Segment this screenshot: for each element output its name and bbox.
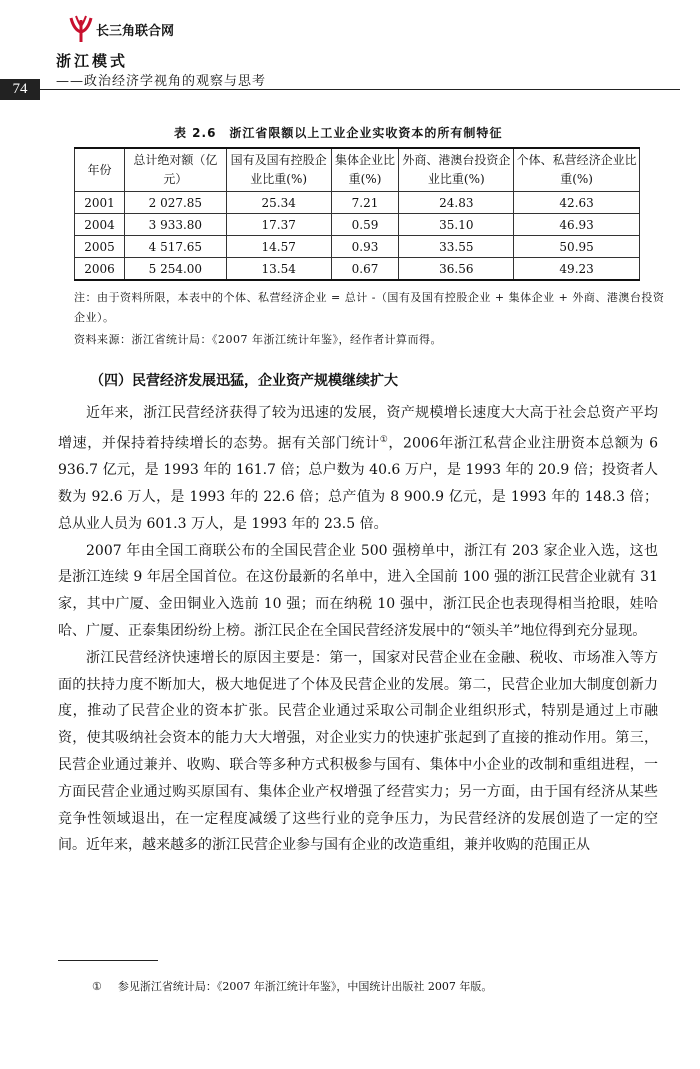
table-cell: 4 517.65 bbox=[124, 236, 226, 258]
table-row bbox=[75, 214, 640, 236]
col-header: 个体、私营经济企业比重(%) bbox=[514, 148, 640, 192]
table-cell: 46.93 bbox=[514, 214, 640, 236]
footnote-rule bbox=[58, 960, 158, 961]
ownership-table bbox=[74, 147, 640, 281]
table-cell: 49.23 bbox=[514, 258, 640, 281]
table-cell: 0.93 bbox=[331, 236, 399, 258]
table-cell: 2005 bbox=[75, 236, 125, 258]
table-cell: 0.67 bbox=[331, 258, 399, 281]
table-cell: 2004 bbox=[75, 214, 125, 236]
table-cell: 2001 bbox=[75, 192, 125, 214]
series-title: 浙江模式 bbox=[56, 52, 129, 70]
table-caption: 表 2.6 浙江省限额以上工业企业实收资本的所有制特征 bbox=[174, 126, 503, 140]
table-cell: 36.56 bbox=[399, 258, 514, 281]
table-cell: 3 933.80 bbox=[124, 214, 226, 236]
col-header: 总计绝对额（亿元） bbox=[124, 148, 226, 192]
table-cell: 35.10 bbox=[399, 214, 514, 236]
table-note: 注：由于资料所限，本表中的个体、私营经济企业 = 总计 -（国有及国有控股企业 + 集体企业 + 外商、港澳台投资企业）。 bbox=[74, 291, 665, 324]
col-header: 外商、港澳台投资企业比重(%) bbox=[399, 148, 514, 192]
table-header-row bbox=[75, 148, 640, 192]
table-cell: 50.95 bbox=[514, 236, 640, 258]
paragraph: 近年来，浙江民营经济获得了较为迅速的发展，资产规模增长速度大大高于社会总资产平均增速，并保持着持续增长的态势。据有关部门统计①，2006年浙江私营企业注册资本总额为 6 936.7 亿元，是 1993 年的 161.7 倍；总户数为 40.6 万户，是 1993 年的 20.9 倍；投资者人数为 92.6 万人，是 1993 年的 22.6 倍；总产值为 8 900.9 亿元，是 1993 年的 148.3 倍；总从业人员为 601.3 万人，是 1993 年的 23.5 倍。 bbox=[58, 405, 658, 532]
table-cell: 14.57 bbox=[226, 236, 331, 258]
table-cell: 2 027.85 bbox=[124, 192, 226, 214]
table-cell: 17.37 bbox=[226, 214, 331, 236]
page-number: 74 bbox=[0, 79, 40, 100]
footnote-text: 参见浙江省统计局：《2007 年浙江统计年鉴》，中国统计出版社 2007 年版。 bbox=[117, 980, 493, 993]
table-cell: 5 254.00 bbox=[124, 258, 226, 281]
col-header: 国有及国有控股企业比重(%) bbox=[226, 148, 331, 192]
footnote-mark: ① bbox=[92, 980, 102, 993]
paragraph: 浙江民营经济快速增长的原因主要是：第一，国家对民营企业在金融、税收、市场准入等方面的扶持力度不断加大，极大地促进了个体及民营企业的发展。第二，民营企业加大制度创新力度，推动了民营企业的资本扩张。民营企业通过采取公司制企业组织形式，特别是通过上市融资，使其吸纳社会资本的能力大大增强，对企业实力的快速扩张起到了直接的推动作用。第三，民营企业通过兼并、收购、联合等多种方式积极参与国有、集体中小企业的改制和重组进程，一方面民营企业通过购买原国有、集体企业产权增强了经营实力；另一方面，由于国有经济从某些竞争性领域退出，在一定程度减缓了这些行业的竞争压力，为民营经济的发展创造了一定的空间。近年来，越来越多的浙江民营企业参与国有企业的改造重组，兼并收购的范围正从 bbox=[58, 649, 658, 854]
table-cell: 13.54 bbox=[226, 258, 331, 281]
col-header: 集体企业比重(%) bbox=[331, 148, 399, 192]
footnote bbox=[92, 978, 492, 994]
table-cell: 7.21 bbox=[331, 192, 399, 214]
table-cell: 0.59 bbox=[331, 214, 399, 236]
series-subtitle: ——政治经济学视角的观察与思考 bbox=[56, 74, 267, 89]
logo-text: 长三角联合网 bbox=[96, 23, 175, 39]
paragraph: 2007 年由全国工商联公布的全国民营企业 500 强榜单中，浙江有 203 家企业入选，这也是浙江连续 9 年居全国首位。在这份最新的名单中，进入全国前 100 强的浙江民营企业就有 31 家，其中广厦、金田铜业入选前 10 强；而在纳税 10 强中，浙江民企也表现得相当抢眼，娃哈哈、广厦、正泰集团纷纷上榜。浙江民企在全国民营经济发展中的“领头羊”地位得到充分显现。 bbox=[58, 542, 658, 640]
table-cell: 24.83 bbox=[399, 192, 514, 214]
logo-mark-icon bbox=[68, 14, 94, 44]
table-row bbox=[75, 236, 640, 258]
site-logo bbox=[68, 14, 174, 44]
table-source: 资料来源：浙江省统计局：《2007 年浙江统计年鉴》，经作者计算而得。 bbox=[74, 333, 442, 346]
body-text bbox=[58, 400, 658, 859]
footnote-ref: ① bbox=[379, 434, 389, 445]
table-cell: 2006 bbox=[75, 258, 125, 281]
col-header: 年份 bbox=[75, 148, 125, 192]
table-row bbox=[75, 192, 640, 214]
table-cell: 25.34 bbox=[226, 192, 331, 214]
table-cell: 42.63 bbox=[514, 192, 640, 214]
table-row bbox=[75, 258, 640, 281]
section-heading: （四）民营经济发展迅猛，企业资产规模继续扩大 bbox=[90, 373, 398, 389]
header-rule bbox=[40, 89, 680, 90]
table-cell: 33.55 bbox=[399, 236, 514, 258]
